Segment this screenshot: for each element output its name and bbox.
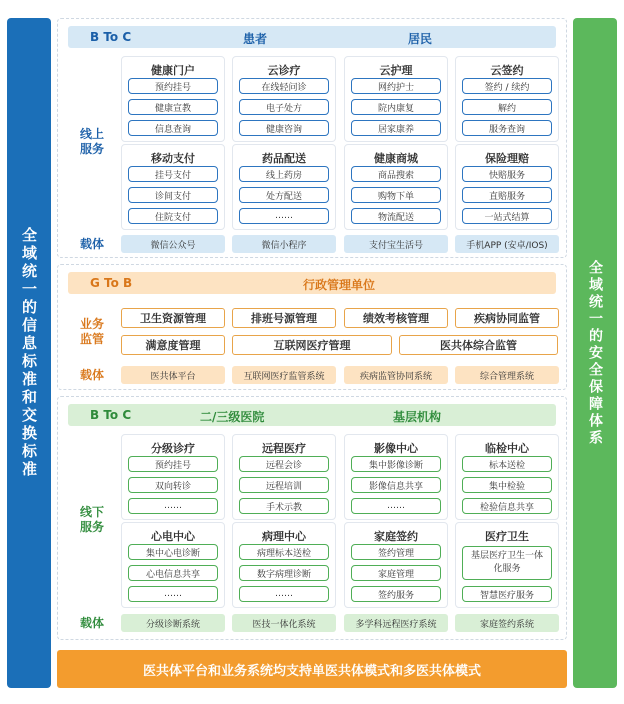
service-item: ……	[351, 498, 441, 514]
card-title: 医疗卫生	[485, 530, 529, 543]
service-item: 快赔服务	[462, 166, 552, 182]
service-card	[121, 522, 225, 608]
footer-banner: 医共体平台和业务系统均支持单医共体模式和多医共体模式	[57, 650, 567, 688]
service-item: 双向转诊	[128, 477, 218, 493]
card-title: 临检中心	[485, 442, 529, 455]
service-item: 家庭管理	[351, 565, 441, 581]
header-label-btoc2: B To C	[90, 408, 132, 422]
service-item: 线上药房	[239, 166, 329, 182]
service-item: 集中检验	[462, 477, 552, 493]
header-label-primary: 基层机构	[393, 410, 442, 424]
header-label-admin: 行政管理单位	[303, 278, 376, 292]
service-card	[232, 144, 336, 230]
service-card	[344, 522, 448, 608]
business-supervision-label: 业务监管	[79, 317, 104, 346]
header-label-gtob: G To B	[90, 276, 133, 290]
service-card	[121, 144, 225, 230]
service-item: 远程会诊	[239, 456, 329, 472]
service-item: 院内康复	[351, 99, 441, 115]
carrier-item: 互联网医疗监管系统	[232, 366, 336, 384]
service-card	[121, 434, 225, 520]
supervision-item: 疾病协同监管	[455, 308, 559, 328]
service-card	[232, 522, 336, 608]
service-item: 预约挂号	[128, 78, 218, 94]
service-item: 居家康养	[351, 120, 441, 136]
service-item: 解约	[462, 99, 552, 115]
service-item: 诊间支付	[128, 187, 218, 203]
supervision-item: 医共体综合监管	[399, 335, 558, 355]
service-item: 物流配送	[351, 208, 441, 224]
service-item: 病理标本送检	[239, 544, 329, 560]
carrier-item: 医共体平台	[121, 366, 225, 384]
service-item: 挂号支付	[128, 166, 218, 182]
carrier-item: 微信小程序	[232, 235, 336, 253]
carrier-item: 家庭签约系统	[455, 614, 559, 632]
carrier-label: 载体	[79, 237, 104, 251]
service-card	[344, 56, 448, 142]
card-title: 家庭签约	[374, 530, 418, 543]
carrier-item: 疾病监管协同系统	[344, 366, 448, 384]
service-card	[344, 434, 448, 520]
service-item: 信息查询	[128, 120, 218, 136]
service-item: 服务查询	[462, 120, 552, 136]
section-gtob	[57, 264, 567, 390]
left-sidebar-banner: 全域统一的信息标准和交换标准	[7, 18, 51, 688]
carrier-label: 载体	[79, 616, 104, 630]
card-title: 健康门户	[151, 64, 195, 77]
service-item: 智慧医疗服务	[462, 586, 552, 602]
service-item: 手术示教	[239, 498, 329, 514]
service-item: 基层医疗卫生一体化服务	[462, 546, 552, 580]
card-title: 病理中心	[262, 530, 306, 543]
service-card	[232, 56, 336, 142]
card-title: 心电中心	[151, 530, 195, 543]
carrier-label: 载体	[79, 368, 104, 382]
section-btoc-online	[57, 18, 567, 258]
card-title: 分级诊疗	[151, 442, 195, 455]
carrier-item: 分级诊断系统	[121, 614, 225, 632]
online-service-label: 线上服务	[79, 127, 104, 156]
service-item: 购物下单	[351, 187, 441, 203]
service-item: ……	[128, 498, 218, 514]
card-title: 云诊疗	[267, 64, 301, 77]
section-header	[68, 26, 556, 48]
supervision-item: 满意度管理	[121, 335, 225, 355]
service-item: ……	[239, 208, 329, 224]
carrier-item: 手机APP (安卓/IOS)	[455, 235, 559, 253]
service-item: 一站式结算	[462, 208, 552, 224]
service-card	[232, 434, 336, 520]
service-item: 签约 / 续约	[462, 78, 552, 94]
section-btoc-offline	[57, 396, 567, 640]
section-header	[68, 404, 556, 426]
service-item: 签约管理	[351, 544, 441, 560]
service-item: 心电信息共享	[128, 565, 218, 581]
card-title: 药品配送	[262, 152, 306, 165]
carrier-item: 综合管理系统	[455, 366, 559, 384]
service-item: 预约挂号	[128, 456, 218, 472]
service-item: 健康宣教	[128, 99, 218, 115]
supervision-item: 互联网医疗管理	[232, 335, 392, 355]
service-item: 健康咨询	[239, 120, 329, 136]
service-card	[455, 144, 559, 230]
service-card	[455, 56, 559, 142]
service-item: 检验信息共享	[462, 498, 552, 514]
service-item: 远程培训	[239, 477, 329, 493]
right-sidebar-banner: 全域统一的安全保障体系	[573, 18, 617, 688]
header-label-resident: 居民	[408, 32, 433, 46]
card-title: 保险理赔	[485, 152, 529, 165]
service-item: 签约服务	[351, 586, 441, 602]
card-title: 健康商城	[374, 152, 418, 165]
offline-service-label: 线下服务	[79, 505, 104, 534]
service-card	[455, 522, 559, 608]
supervision-item: 排班号源管理	[232, 308, 336, 328]
header-label-patient: 患者	[243, 32, 268, 46]
carrier-item: 微信公众号	[121, 235, 225, 253]
card-title: 云签约	[490, 64, 524, 77]
service-item: 集中心电诊断	[128, 544, 218, 560]
carrier-item: 医技一体化系统	[232, 614, 336, 632]
service-item: 电子处方	[239, 99, 329, 115]
service-item: 网约护士	[351, 78, 441, 94]
carrier-item: 支付宝生活号	[344, 235, 448, 253]
service-item: 在线轻问诊	[239, 78, 329, 94]
service-item: 住院支付	[128, 208, 218, 224]
card-title: 远程医疗	[262, 442, 306, 455]
header-label-btoc: B To C	[90, 30, 132, 44]
service-item: 处方配送	[239, 187, 329, 203]
service-item: 商品搜索	[351, 166, 441, 182]
supervision-item: 绩效考核管理	[344, 308, 448, 328]
supervision-item: 卫生资源管理	[121, 308, 225, 328]
service-item: 集中影像诊断	[351, 456, 441, 472]
card-title: 云护理	[379, 64, 413, 77]
service-item: ……	[239, 586, 329, 602]
service-item: 标本送检	[462, 456, 552, 472]
service-card	[121, 56, 225, 142]
service-card	[455, 434, 559, 520]
card-title: 移动支付	[151, 152, 195, 165]
header-label-hospital: 二/三级医院	[200, 410, 265, 424]
service-item: ……	[128, 586, 218, 602]
service-item: 直赔服务	[462, 187, 552, 203]
carrier-item: 多学科远程医疗系统	[344, 614, 448, 632]
service-item: 影像信息共享	[351, 477, 441, 493]
service-item: 数字病理诊断	[239, 565, 329, 581]
section-header	[68, 272, 556, 294]
card-title: 影像中心	[374, 442, 418, 455]
service-card	[344, 144, 448, 230]
